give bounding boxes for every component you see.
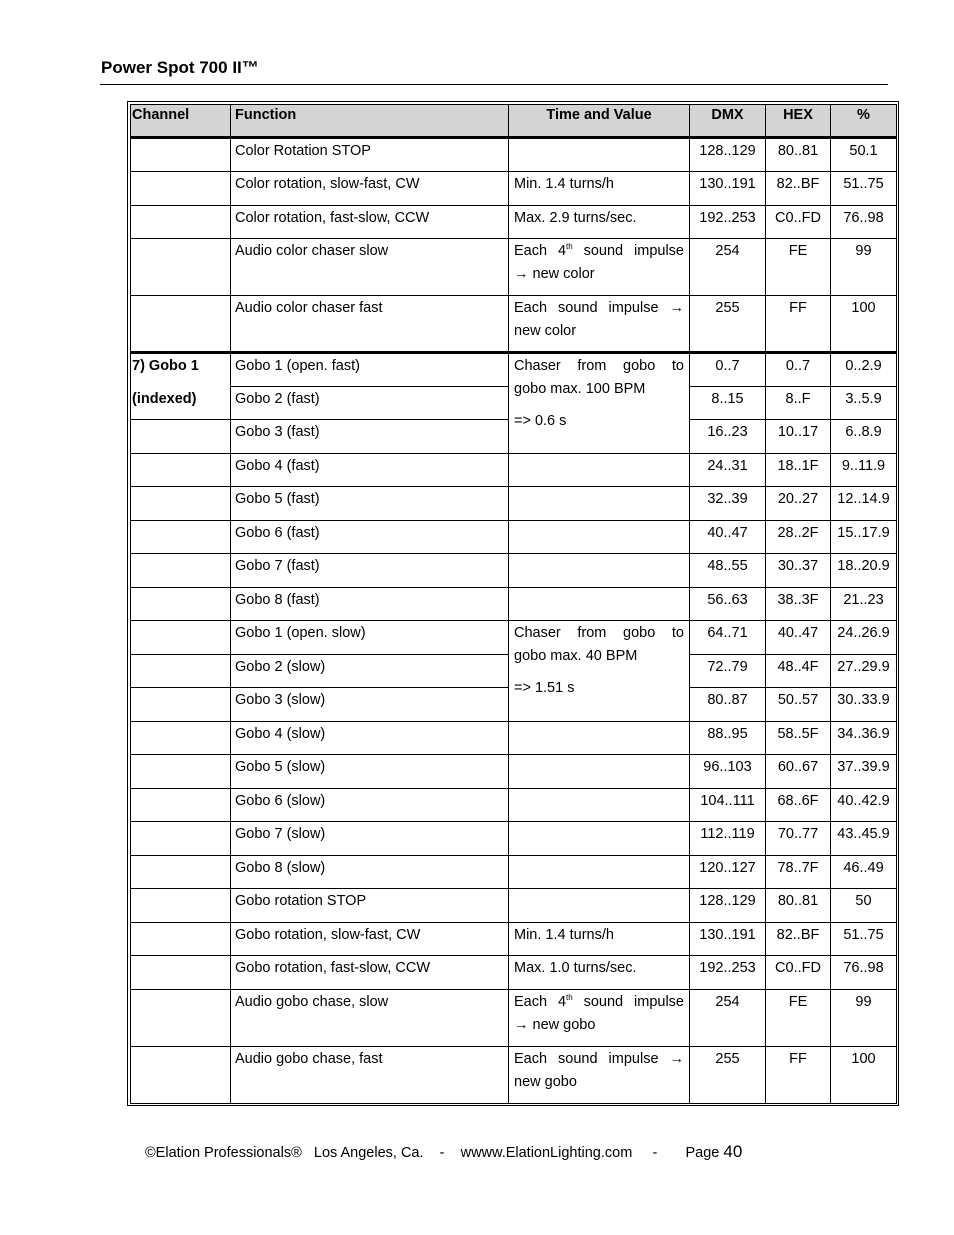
table-row [131,554,897,588]
hex-cell: 82..BF [766,172,831,206]
table-row [131,822,897,856]
col-header-percent: % [831,105,897,138]
function-cell: Gobo 6 (fast) [231,521,509,554]
channel-cell [131,554,231,588]
title-divider [100,84,888,85]
time-value-cell: Max. 2.9 turns/sec. [509,206,690,239]
channel-label-cell: (indexed) [131,387,231,420]
function-cell: Color rotation, slow-fast, CW [231,172,509,206]
footer-company: ©Elation Professionals® [145,1145,302,1161]
time-value-cell: Min. 1.4 turns/h [509,923,690,956]
time-text: => 0.6 s [514,413,567,429]
time-value-cell [509,822,690,856]
table-row [131,206,897,239]
function-cell: Gobo 3 (fast) [231,420,509,454]
function-cell: Gobo 1 (open. fast) [231,353,509,387]
channel-cell [131,856,231,889]
time-value-cell [509,454,690,487]
channel-cell [131,688,231,722]
dmx-cell: 192..253 [690,206,766,239]
hex-cell: 82..BF [766,923,831,956]
dmx-cell: 255 [690,296,766,353]
time-value-cell [509,621,690,722]
channel-cell [131,239,231,296]
time-value-cell [509,789,690,822]
dmx-cell: 32..39 [690,487,766,521]
dmx-cell: 8..15 [690,387,766,420]
footer-city: Los Angeles, Ca. [313,1145,424,1161]
function-cell: Audio color chaser fast [231,296,509,353]
percent-cell: 15..17.9 [831,521,897,554]
time-value-cell [509,554,690,588]
hex-cell: 38..3F [766,588,831,621]
hex-cell: 60..67 [766,755,831,789]
time-value-cell [509,755,690,789]
table-row [131,621,897,655]
time-text: new gobo [514,1074,577,1090]
channel-cell [131,172,231,206]
time-value-cell: Max. 1.0 turns/sec. [509,956,690,990]
dmx-cell: 64..71 [690,621,766,655]
hex-cell: 8..F [766,387,831,420]
channel-cell [131,1047,231,1104]
time-value-cell [509,722,690,755]
dmx-cell: 128..129 [690,138,766,172]
function-cell: Gobo 2 (fast) [231,387,509,420]
percent-cell: 46..49 [831,856,897,889]
function-cell: Gobo rotation, fast-slow, CCW [231,956,509,990]
function-cell: Gobo 7 (fast) [231,554,509,588]
time-value-cell [509,990,690,1047]
dmx-cell: 128..129 [690,889,766,923]
footer-website: wwww.ElationLighting.com [460,1145,633,1161]
table-row [131,990,897,1047]
dmx-cell: 0..7 [690,353,766,387]
percent-cell: 43..45.9 [831,822,897,856]
table-row [131,172,897,206]
dmx-cell: 96..103 [690,755,766,789]
channel-cell [131,621,231,655]
table-row [131,487,897,521]
table-row [131,722,897,755]
hex-cell: 28..2F [766,521,831,554]
channel-cell [131,956,231,990]
table-header-row [131,105,897,138]
hex-cell: FE [766,239,831,296]
footer-page-number: 40 [723,1142,743,1161]
time-value-cell [509,296,690,353]
hex-cell: 80..81 [766,889,831,923]
percent-cell: 76..98 [831,206,897,239]
dmx-cell: 192..253 [690,956,766,990]
percent-cell: 51..75 [831,923,897,956]
percent-cell: 12..14.9 [831,487,897,521]
dmx-channel-table [130,104,897,1104]
dmx-cell: 72..79 [690,655,766,688]
hex-cell: 58..5F [766,722,831,755]
hex-cell: FE [766,990,831,1047]
table-row [131,296,897,353]
channel-cell [131,206,231,239]
dmx-cell: 16..23 [690,420,766,454]
channel-label-cell: 7) Gobo 1 [131,353,231,387]
col-header-channel: Channel [131,105,231,138]
channel-cell [131,755,231,789]
percent-cell: 50.1 [831,138,897,172]
table-row [131,956,897,990]
dmx-cell: 40..47 [690,521,766,554]
channel-cell [131,487,231,521]
col-header-dmx: DMX [690,105,766,138]
time-text: new color [514,323,577,339]
channel-cell [131,722,231,755]
percent-cell: 24..26.9 [831,621,897,655]
percent-cell: 18..20.9 [831,554,897,588]
footer-page-label: Page [685,1145,720,1161]
document-title: Power Spot 700 II™ [101,58,259,77]
percent-cell: 0..2.9 [831,353,897,387]
function-cell: Gobo 6 (slow) [231,789,509,822]
table-row [131,789,897,822]
footer-separator: - [439,1145,445,1161]
hex-cell: 70..77 [766,822,831,856]
channel-cell [131,138,231,172]
dmx-cell: 112..119 [690,822,766,856]
time-text: Each 4 [514,243,567,259]
function-cell: Audio gobo chase, slow [231,990,509,1047]
channel-cell [131,655,231,688]
time-text: Each sound impulse → [514,1051,684,1067]
hex-cell: 80..81 [766,138,831,172]
dmx-cell: 56..63 [690,588,766,621]
channel-cell [131,420,231,454]
time-text: → new gobo [514,1017,596,1033]
time-value-cell [509,856,690,889]
time-value-cell [509,239,690,296]
channel-cell [131,990,231,1047]
channel-cell [131,822,231,856]
channel-cell [131,521,231,554]
dmx-cell: 48..55 [690,554,766,588]
percent-cell: 34..36.9 [831,722,897,755]
time-value-cell [509,487,690,521]
channel-cell [131,923,231,956]
percent-cell: 100 [831,296,897,353]
col-header-time-value: Time and Value [509,105,690,138]
channel-cell [131,889,231,923]
channel-cell [131,789,231,822]
hex-cell: C0..FD [766,956,831,990]
hex-cell: 48..4F [766,655,831,688]
time-text: sound impulse [572,243,684,259]
percent-cell: 3..5.9 [831,387,897,420]
function-cell: Gobo 5 (slow) [231,755,509,789]
function-cell: Gobo rotation STOP [231,889,509,923]
dmx-cell: 254 [690,990,766,1047]
time-text: => 1.51 s [514,680,575,696]
table-row [131,138,897,172]
time-text: Each 4 [514,994,567,1010]
dmx-cell: 130..191 [690,923,766,956]
table-row [131,889,897,923]
function-cell: Gobo rotation, slow-fast, CW [231,923,509,956]
function-cell: Audio gobo chase, fast [231,1047,509,1104]
hex-cell: 18..1F [766,454,831,487]
table-row [131,353,897,387]
hex-cell: 20..27 [766,487,831,521]
function-cell: Gobo 8 (fast) [231,588,509,621]
time-text: Chaser from gobo to [514,625,684,641]
percent-cell: 9..11.9 [831,454,897,487]
function-cell: Gobo 4 (slow) [231,722,509,755]
dmx-cell: 130..191 [690,172,766,206]
time-value-cell [509,353,690,454]
table-row [131,588,897,621]
channel-cell [131,454,231,487]
dmx-cell: 88..95 [690,722,766,755]
dmx-cell: 104..111 [690,789,766,822]
table-row [131,521,897,554]
hex-cell: 68..6F [766,789,831,822]
percent-cell: 76..98 [831,956,897,990]
ordinal-suffix: th [566,242,573,252]
percent-cell: 37..39.9 [831,755,897,789]
col-header-hex: HEX [766,105,831,138]
ordinal-suffix: th [566,993,573,1003]
percent-cell: 6..8.9 [831,420,897,454]
percent-cell: 30..33.9 [831,688,897,722]
hex-cell: C0..FD [766,206,831,239]
function-cell: Color rotation, fast-slow, CCW [231,206,509,239]
hex-cell: 40..47 [766,621,831,655]
page-footer [145,1142,742,1162]
channel-cell [131,296,231,353]
percent-cell: 99 [831,239,897,296]
dmx-cell: 24..31 [690,454,766,487]
time-text: sound impulse [572,994,684,1010]
footer-separator: - [652,1145,658,1161]
function-cell: Gobo 2 (slow) [231,655,509,688]
percent-cell: 27..29.9 [831,655,897,688]
function-cell: Gobo 7 (slow) [231,822,509,856]
table-row [131,454,897,487]
time-text: Each sound impulse → [514,300,684,316]
time-value-cell [509,1047,690,1104]
col-header-function: Function [231,105,509,138]
dmx-cell: 254 [690,239,766,296]
function-cell: Gobo 1 (open. slow) [231,621,509,655]
percent-cell: 21..23 [831,588,897,621]
dmx-table-frame [127,101,899,1106]
time-value-cell: Min. 1.4 turns/h [509,172,690,206]
time-text: gobo max. 40 BPM [514,648,638,664]
hex-cell: 50..57 [766,688,831,722]
dmx-cell: 120..127 [690,856,766,889]
function-cell: Audio color chaser slow [231,239,509,296]
percent-cell: 99 [831,990,897,1047]
time-value-cell [509,138,690,172]
hex-cell: 30..37 [766,554,831,588]
percent-cell: 50 [831,889,897,923]
time-text: gobo max. 100 BPM [514,381,646,397]
percent-cell: 40..42.9 [831,789,897,822]
dmx-cell: 255 [690,1047,766,1104]
function-cell: Gobo 8 (slow) [231,856,509,889]
time-value-cell [509,889,690,923]
hex-cell: FF [766,1047,831,1104]
percent-cell: 100 [831,1047,897,1104]
table-row [131,755,897,789]
hex-cell: 10..17 [766,420,831,454]
table-row [131,1047,897,1104]
time-text: Chaser from gobo to [514,358,684,374]
dmx-cell: 80..87 [690,688,766,722]
hex-cell: 78..7F [766,856,831,889]
function-cell: Color Rotation STOP [231,138,509,172]
table-row [131,239,897,296]
channel-cell [131,588,231,621]
function-cell: Gobo 3 (slow) [231,688,509,722]
hex-cell: 0..7 [766,353,831,387]
time-value-cell [509,521,690,554]
table-row [131,856,897,889]
percent-cell: 51..75 [831,172,897,206]
time-value-cell [509,588,690,621]
function-cell: Gobo 4 (fast) [231,454,509,487]
time-text: → new color [514,266,595,282]
table-row [131,923,897,956]
function-cell: Gobo 5 (fast) [231,487,509,521]
hex-cell: FF [766,296,831,353]
